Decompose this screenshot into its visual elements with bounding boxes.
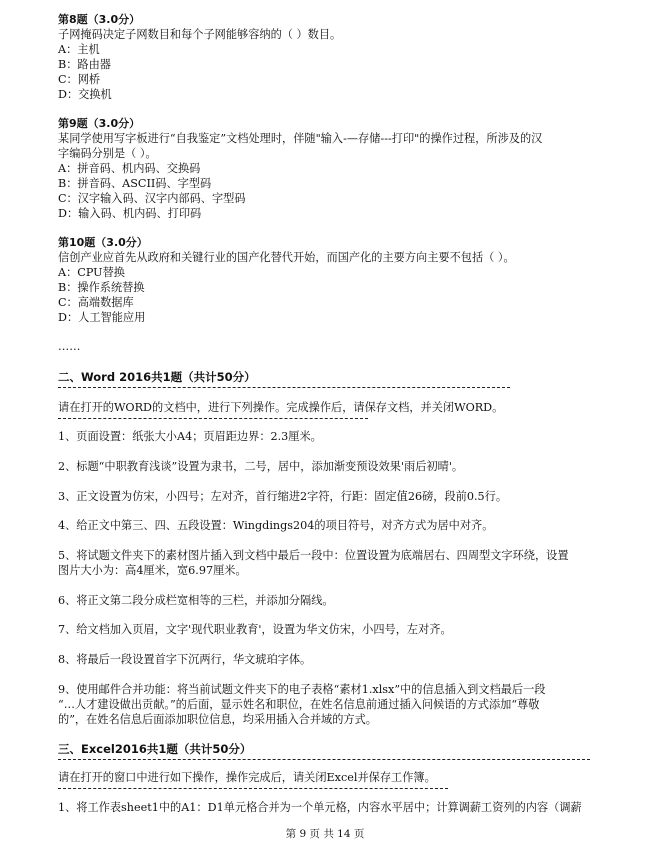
word-section-divider-top: [58, 387, 510, 388]
word-task-5-line-2: 图片大小为：高4厘米，宽6.97厘米。: [58, 564, 247, 577]
word-section-intro: 请在打开的WORD的文档中，进行下列操作。完成操作后，请保存文档，并关闭WORD。: [58, 401, 504, 414]
page-number-footer: 第 9 页 共 14 页: [285, 828, 365, 840]
excel-section-title: 三、Excel2016共1题（共计50分）: [58, 742, 252, 756]
word-task-7: 7、给文档加入页眉，文字'现代职业教育'，设置为华文仿宋，小四号，左对齐。: [58, 623, 452, 636]
word-task-5-line-1: 5、将试题文件夹下的素材图片插入到文档中最后一段中：位置设置为底端居右、四周型文字环绕，设置: [58, 549, 569, 562]
question-10-option-b: B：操作系统替换: [58, 281, 145, 294]
question-9-option-b: B：拼音码、ASCII码、字型码: [58, 177, 212, 190]
question-8-title: 第8题（3.0分）: [58, 13, 141, 26]
question-9-stem-line-2: 字编码分别是（ ）。: [58, 147, 157, 160]
word-task-2: 2、标题“中职教育浅谈”设置为隶书，二号，居中，添加渐变预设效果'雨后初晴'。: [58, 460, 464, 473]
excel-section-divider-top: [58, 759, 590, 760]
word-task-1: 1、页面设置：纸张大小A4；页眉距边界：2.3厘米。: [58, 430, 322, 443]
question-10-option-c: C：高端数据库: [58, 296, 134, 309]
question-10-stem: 信创产业应首先从政府和关键行业的国产化替代开始，而国产化的主要方向主要不包括（ ）。: [58, 251, 515, 264]
question-8-option-c: C：网桥: [58, 73, 101, 86]
question-8-option-d: D：交换机: [58, 88, 112, 101]
word-task-9-line-1: 9、使用邮件合并功能：将当前试题文件夹下的电子表格“素材1.xlsx”中的信息插入到文档最后一段: [58, 683, 546, 696]
excel-section-divider-bottom: [58, 788, 448, 789]
question-9-title: 第9题（3.0分）: [58, 117, 141, 130]
word-task-4: 4、给正文中第三、四、五段设置：Wingdings204的项目符号，对齐方式为居中对齐。: [58, 519, 494, 532]
question-10-option-a: A：CPU替换: [58, 266, 125, 279]
question-9-option-d: D：输入码、机内码、打印码: [58, 207, 202, 220]
word-section-title: 二、Word 2016共1题（共计50分）: [58, 370, 256, 384]
word-task-9-line-3: 的”，在姓名信息后面添加职位信息，均采用插入合并域的方式。: [58, 713, 377, 726]
question-9-option-c: C：汉字输入码、汉字内部码、字型码: [58, 192, 246, 205]
word-section-divider-bottom: [58, 418, 368, 419]
excel-task-1: 1、将工作表sheet1中的A1：D1单元格合并为一个单元格，内容水平居中；计算调薪工资列的内容（调薪: [58, 801, 582, 814]
ellipsis: ……: [58, 340, 81, 353]
question-8-option-a: A：主机: [58, 43, 100, 56]
word-task-8: 8、将最后一段设置首字下沉两行，华文琥珀字体。: [58, 653, 312, 666]
word-task-3: 3、正文设置为仿宋，小四号；左对齐，首行缩进2字符，行距：固定值26磅，段前0.5行。: [58, 490, 508, 503]
word-task-9-line-2: “…人才建设做出贡献。”的后面，显示姓名和职位，在姓名信息前通过插入问候语的方式添加“尊敬: [58, 698, 540, 711]
question-9-option-a: A：拼音码、机内码、交换码: [58, 162, 201, 175]
excel-section-intro: 请在打开的窗口中进行如下操作，操作完成后，请关闭Excel并保存工作簿。: [58, 771, 436, 784]
question-8-stem: 子网掩码决定子网数目和每个子网能够容纳的（ ）数目。: [58, 28, 342, 41]
word-task-6: 6、将正文第二段分成栏宽相等的三栏，并添加分隔线。: [58, 594, 334, 607]
question-9-stem-line-1: 某同学使用写字板进行“自我鉴定”文档处理时，伴随"输入-—存储---打印"的操作过程，所涉及的汉: [58, 132, 543, 145]
question-8-option-b: B：路由器: [58, 58, 111, 71]
question-10-option-d: D：人工智能应用: [58, 311, 146, 324]
question-10-title: 第10题（3.0分）: [58, 236, 148, 249]
